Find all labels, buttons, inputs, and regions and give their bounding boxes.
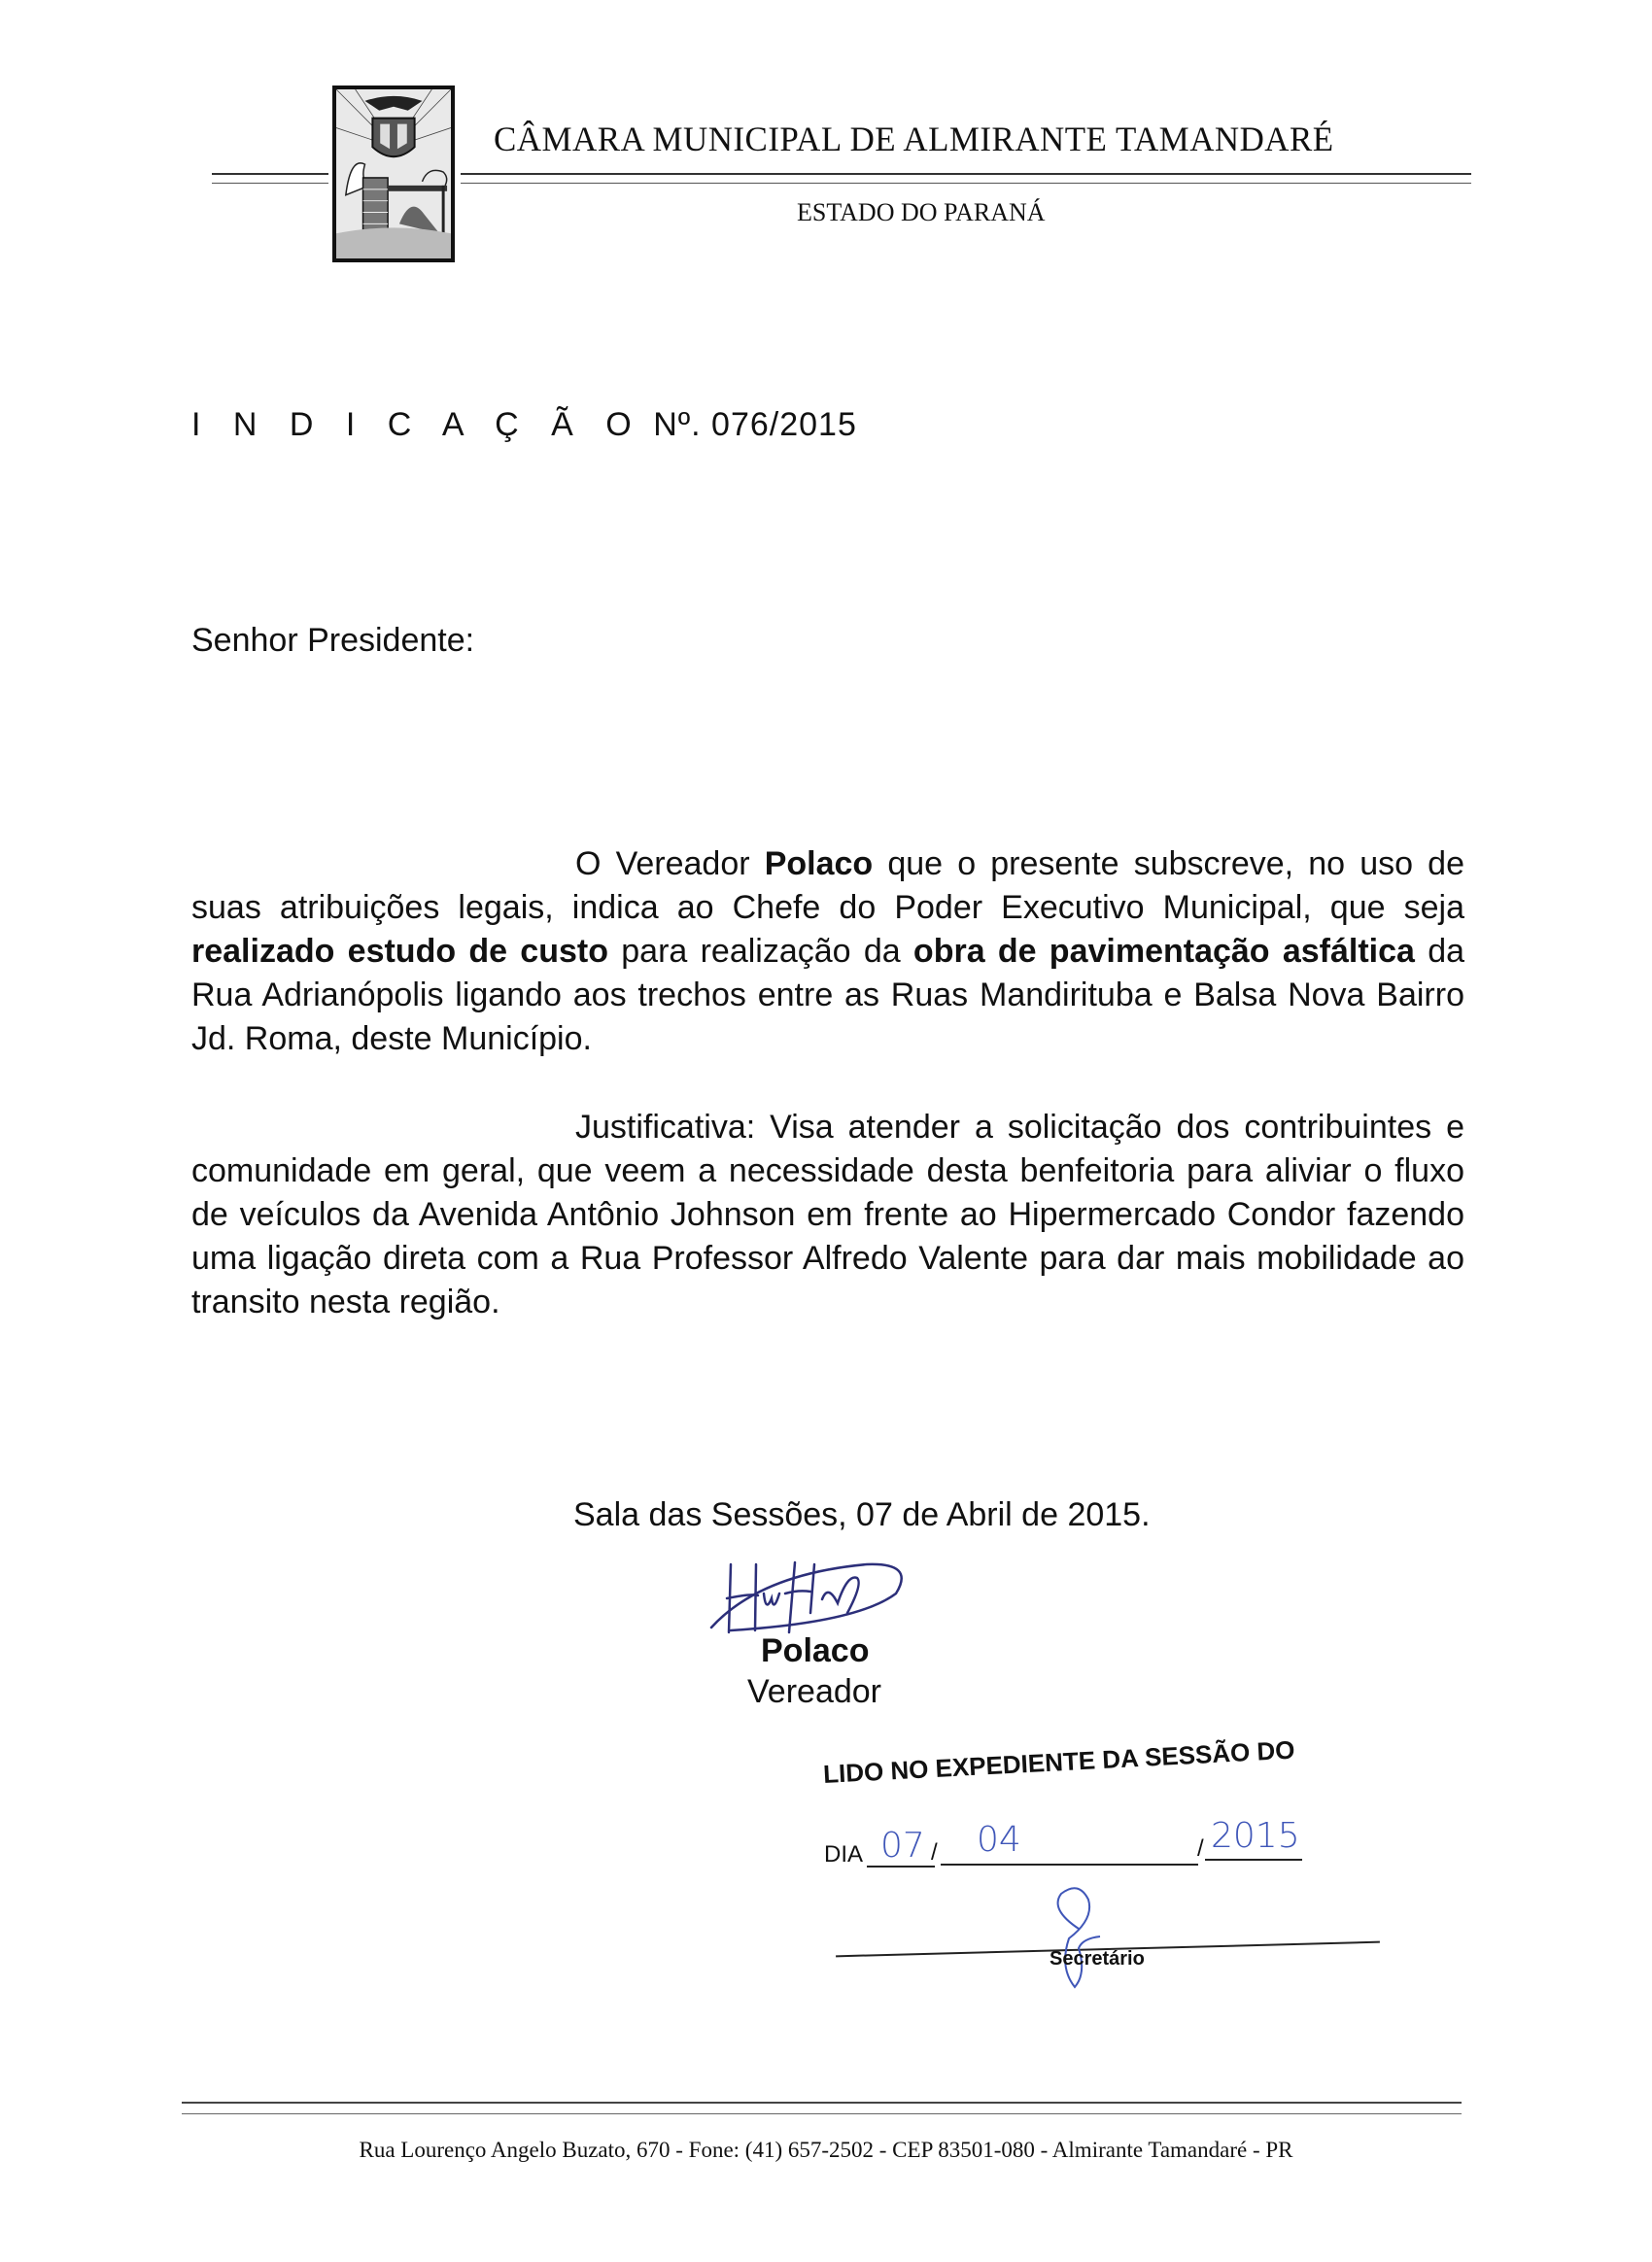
letterhead bbox=[0, 0, 1652, 291]
work-bold: obra de pavimentação asfáltica bbox=[912, 933, 1415, 970]
document-title bbox=[191, 406, 857, 444]
day-underline bbox=[867, 1866, 935, 1868]
header-rule-left-thin bbox=[212, 183, 328, 184]
date-separator: / bbox=[1197, 1835, 1204, 1862]
stamp-day-value: 07 bbox=[880, 1826, 925, 1866]
footer-address: Rua Lourenço Angelo Buzato, 670 - Fone: (41) 657-2502 - CEP 83501-080 - Almirante Tamandaré - PR bbox=[359, 2138, 1293, 2162]
date-separator: / bbox=[931, 1839, 938, 1866]
municipal-coat-of-arms-icon bbox=[332, 86, 455, 262]
handwritten-signature-icon bbox=[702, 1545, 945, 1642]
body-paragraph-justification: Justificativa: Visa atender a solicitação dos contribuintes e comunidade em geral, que veem a necessidade desta benfeitoria para aliviar o fluxo de veículos da Avenida Antônio Johnson em frente ao Hipermercado Condor fazendo uma ligação direta com a Rua Professor Alfredo Valente para dar mais mobilidade ao transito nesta região. bbox=[191, 1109, 1464, 1320]
document-number: Nº. 076/2015 bbox=[653, 406, 857, 443]
text-run: da Rua Adrianópolis ligando aos trechos entre as Ruas Mandirituba e Balsa Nova Bairro Jd. Roma, deste Município. bbox=[191, 933, 1465, 1057]
signer-role: Vereador bbox=[747, 1673, 881, 1710]
state-name: ESTADO DO PARANÁ bbox=[797, 198, 1046, 226]
salutation: Senhor Presidente: bbox=[191, 622, 475, 659]
header-rule-right bbox=[461, 173, 1471, 175]
secretary-role-label: Secretário bbox=[1050, 1948, 1145, 1970]
stamp-year-value: 2015 bbox=[1211, 1816, 1300, 1856]
header-rule-right-thin bbox=[461, 183, 1471, 184]
signer-name: Polaco bbox=[761, 1632, 870, 1669]
document-type: I N D I C A Ç Ã O bbox=[191, 406, 643, 443]
month-underline bbox=[941, 1864, 1198, 1866]
text-run: que o presente subscreve, no uso de suas atribuições legais, indica ao Chefe do Poder Executivo Municipal, que seja bbox=[191, 845, 1464, 926]
text-run: para realização da bbox=[608, 933, 913, 970]
councilor-name-bold: Polaco bbox=[764, 845, 874, 882]
stamp-day-label: DIA bbox=[824, 1841, 864, 1868]
session-reading-stamp bbox=[816, 1734, 1399, 2006]
footer-rule bbox=[182, 2102, 1462, 2104]
request-bold: realizado estudo de custo bbox=[191, 933, 608, 970]
text-run: O Vereador bbox=[575, 845, 765, 882]
stamp-month-value: 04 bbox=[977, 1820, 1021, 1860]
stamp-heading: LIDO NO EXPEDIENTE DA SESSÃO DO bbox=[822, 1734, 1296, 1790]
body-paragraph-request bbox=[191, 842, 1464, 1061]
council-name: CÂMARA MUNICIPAL DE ALMIRANTE TAMANDARÉ bbox=[494, 120, 1334, 158]
header-rule-left bbox=[212, 173, 328, 175]
footer-rule-thin bbox=[182, 2113, 1462, 2114]
closing-date-line: Sala das Sessões, 07 de Abril de 2015. bbox=[573, 1496, 1151, 1533]
year-underline bbox=[1205, 1859, 1302, 1861]
secretary-signature-icon bbox=[1040, 1880, 1118, 1997]
